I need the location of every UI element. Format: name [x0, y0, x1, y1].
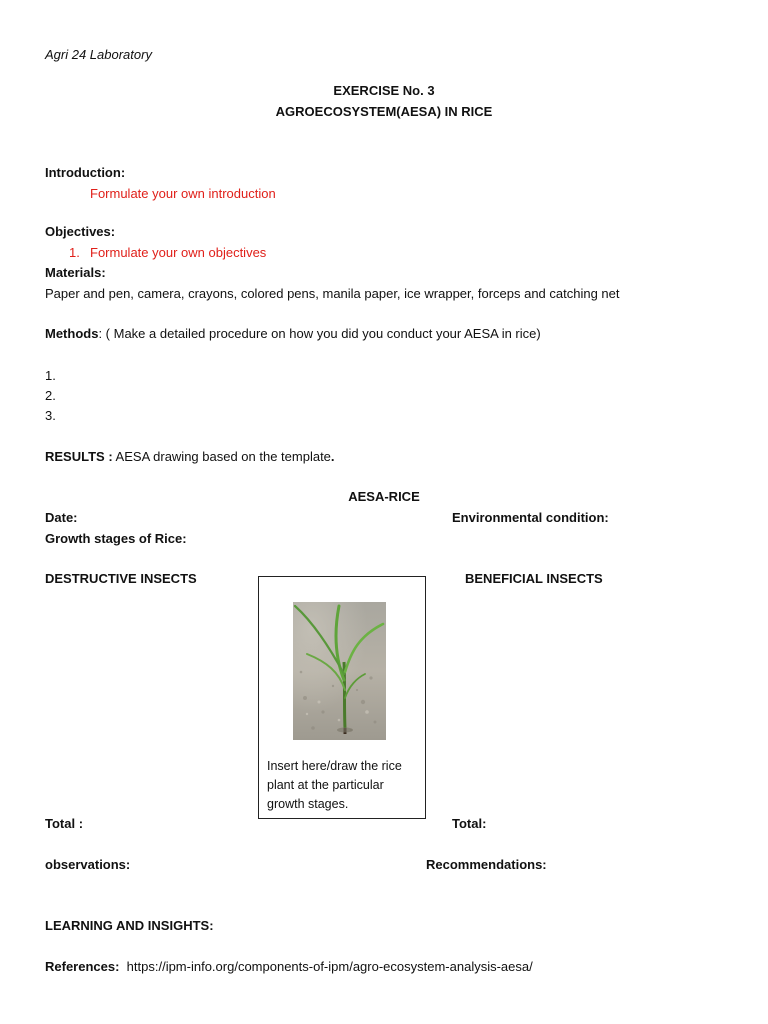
destructive-insects-label: DESTRUCTIVE INSECTS: [45, 571, 197, 586]
rice-seedling-image: [293, 602, 386, 740]
results-text: AESA drawing based on the template: [112, 449, 331, 464]
introduction-heading: Introduction:: [45, 165, 126, 180]
learning-insights-heading: LEARNING AND INSIGHTS:: [45, 918, 214, 933]
materials-heading: Materials:: [45, 265, 106, 280]
methods-line: [45, 326, 541, 342]
rice-plant-box: [258, 576, 426, 819]
reference-link[interactable]: https://ipm-info.org/components-of-ipm/agro-ecosystem-analysis-aesa/: [126, 959, 533, 974]
methods-heading: Methods: [45, 326, 99, 341]
exercise-title: EXERCISE No. 3: [333, 83, 435, 98]
objective-item-number: 1.: [69, 245, 80, 260]
results-heading: RESULTS :: [45, 449, 113, 464]
materials-text: Paper and pen, camera, crayons, colored pens, manila paper, ice wrapper, forceps and catching net: [45, 286, 620, 301]
method-step: 2.: [45, 388, 56, 403]
introduction-text: Formulate your own introduction: [90, 186, 276, 201]
observations-label: observations:: [45, 857, 131, 872]
results-period: .: [330, 449, 335, 464]
lab-name: Agri 24 Laboratory: [45, 47, 152, 62]
references-heading: References:: [45, 959, 120, 974]
aesa-title: AESA-RICE: [348, 489, 420, 504]
recommendations-label: Recommendations:: [426, 857, 547, 872]
objective-item-text: Formulate your own objectives: [90, 245, 267, 260]
results-line: [45, 449, 335, 465]
total-destructive-label: Total :: [45, 816, 84, 831]
method-step: 1.: [45, 368, 56, 383]
references-line: [45, 959, 533, 975]
objectives-heading: Objectives:: [45, 224, 116, 239]
environmental-condition-label: Environmental condition:: [452, 510, 609, 525]
total-beneficial-label: Total:: [452, 816, 487, 831]
topic-title: AGROECOSYSTEM(AESA) IN RICE: [275, 104, 493, 119]
methods-text: : ( Make a detailed procedure on how you did you conduct your AESA in rice): [98, 326, 541, 341]
rice-plant-box-caption: Insert here/draw the rice plant at the particular growth stages.: [267, 759, 402, 811]
growth-stages-label: Growth stages of Rice:: [45, 531, 187, 546]
date-label: Date:: [45, 510, 78, 525]
rice-seedling-illustration: [293, 602, 386, 740]
beneficial-insects-label: BENEFICIAL INSECTS: [465, 571, 603, 586]
method-step: 3.: [45, 408, 56, 423]
